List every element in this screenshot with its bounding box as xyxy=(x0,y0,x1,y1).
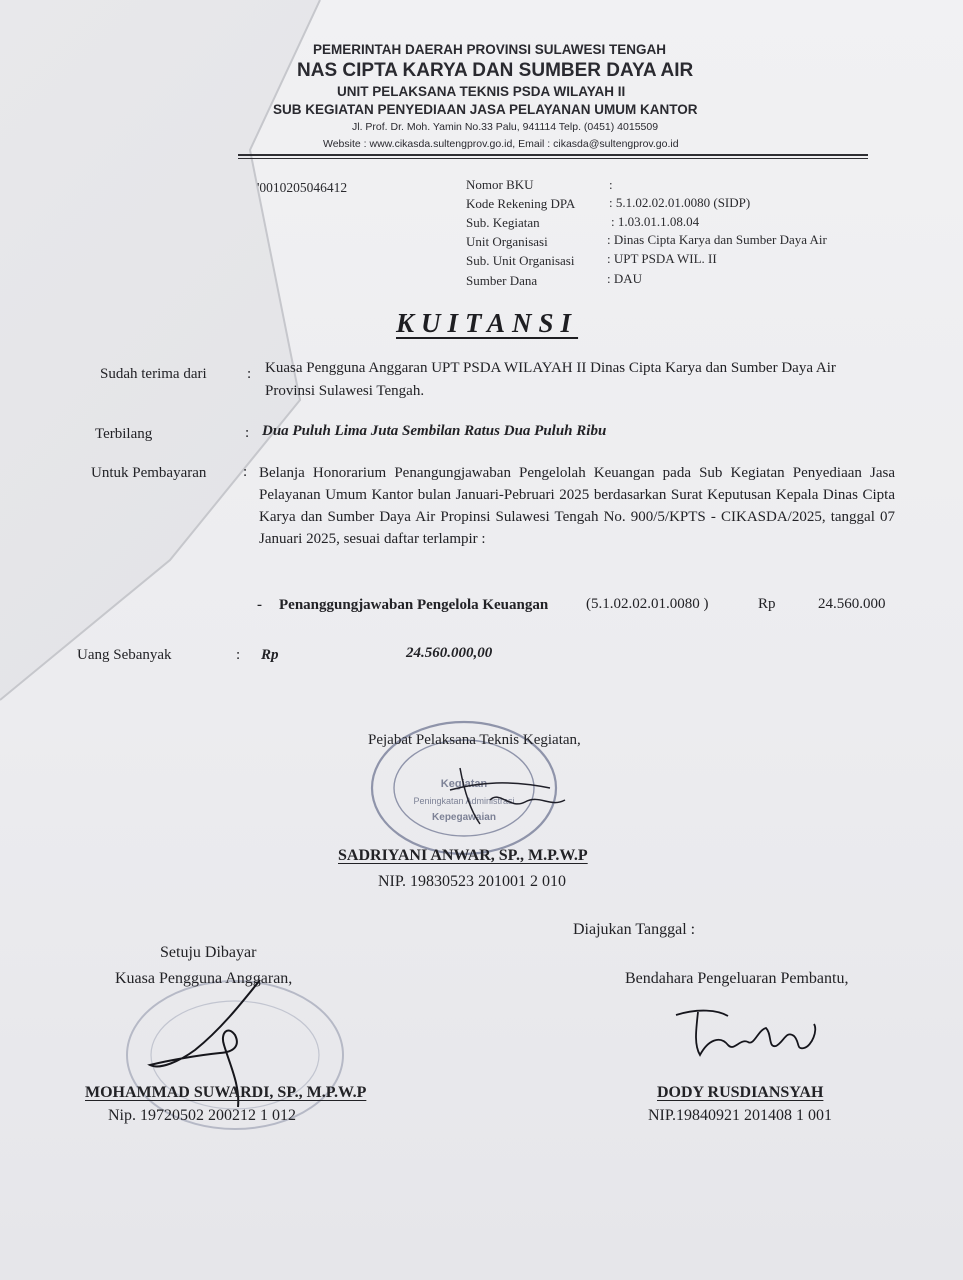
payment-for-label: Untuk Pembayaran xyxy=(91,465,207,481)
header-unit: UNIT PELAKSANA TEKNIS PSDA WILAYAH II xyxy=(337,84,626,99)
received-from-colon: : xyxy=(247,366,252,382)
header-address: Jl. Prof. Dr. Moh. Yamin No.33 Palu, 941114 Telp. (0451) 4015509 xyxy=(352,121,659,133)
amount-words-label: Terbilang xyxy=(95,426,153,442)
stamp-line1: Kegiatan xyxy=(440,778,488,790)
document-number: '0010205046412 xyxy=(257,180,348,195)
header-rule-thin xyxy=(238,158,868,159)
submitted-date-label: Diajukan Tanggal : xyxy=(573,921,696,938)
treasurer-name: DODY RUSDIANSYAH xyxy=(657,1084,824,1101)
header-agency: NAS CIPTA KARYA DAN SUMBER DAYA AIR xyxy=(297,60,694,81)
line-item-name: Penanggungjawaban Pengelola Keuangan xyxy=(279,597,549,613)
meta-value: : Dinas Cipta Karya dan Sumber Daya Air xyxy=(607,232,827,247)
payment-for-colon: : xyxy=(243,464,248,480)
approver-line1: Setuju Dibayar xyxy=(160,944,257,961)
pptk-title: Pejabat Pelaksana Teknis Kegiatan, xyxy=(368,732,581,748)
line-item-code: (5.1.02.02.01.0080 ) xyxy=(586,596,709,612)
stamp-line2: Peningkatan Administrasi xyxy=(413,796,515,806)
amount-words-value: Dua Puluh Lima Juta Sembilan Ratus Dua Puluh Ribu xyxy=(262,423,607,439)
total-colon: : xyxy=(236,647,241,663)
approver-name: MOHAMMAD SUWARDI, SP., M.P.W.P xyxy=(85,1084,367,1101)
meta-value: : xyxy=(609,177,613,192)
meta-label: Sub. Unit Organisasi xyxy=(466,253,575,268)
meta-value: : 1.03.01.1.08.04 xyxy=(611,214,700,229)
payment-for-text: Belanja Honorarium Penangungjawaban Pengelolah Keuangan pada Sub Kegiatan Penyediaan Jasa Pelayanan Umum Kantor bulan Januari-Pebruari 2025 berdasarkan Surat Keputusan Kepala Dinas Cipta Karya dan Sumber Daya Air Propinsi Sulawesi Tengah No. 900/5/KPTS - CIKASDA/2025, tanggal 07 Januari 2025, sesuai daftar terlampir : xyxy=(259,465,895,547)
receipt-title: KUITANSI xyxy=(396,308,579,338)
pptk-nip: NIP. 19830523 201001 2 010 xyxy=(378,873,567,890)
meta-value: : 5.1.02.02.01.0080 (SIDP) xyxy=(609,195,751,210)
line-item-amount: 24.560.000 xyxy=(818,596,886,612)
approver-line2: Kuasa Pengguna Anggaran, xyxy=(115,970,293,987)
total-amount: 24.560.000,00 xyxy=(406,645,493,661)
stamp-line3: Kepegawaian xyxy=(432,812,496,823)
treasurer-title: Bendahara Pengeluaran Pembantu, xyxy=(625,970,849,987)
header-website: Website : www.cikasda.sultengprov.go.id, Email : cikasda@sultengprov.go.id xyxy=(323,138,679,150)
received-from-line2: Provinsi Sulawesi Tengah. xyxy=(265,383,425,399)
received-from-line1: Kuasa Pengguna Anggaran UPT PSDA WILAYAH II Dinas Cipta Karya dan Sumber Daya Air xyxy=(265,360,836,376)
meta-label: Sumber Dana xyxy=(466,273,538,288)
approver-nip: Nip. 19720502 200212 1 012 xyxy=(108,1107,296,1124)
line-item-currency: Rp xyxy=(758,596,776,612)
total-currency: Rp xyxy=(261,647,279,663)
meta-value: : DAU xyxy=(607,271,643,286)
meta-label: Unit Organisasi xyxy=(466,234,548,249)
meta-label: Nomor BKU xyxy=(466,177,534,192)
line-item-dash: - xyxy=(257,597,262,613)
meta-label: Sub. Kegiatan xyxy=(466,215,540,230)
meta-label: Kode Rekening DPA xyxy=(466,196,576,211)
total-label: Uang Sebanyak xyxy=(77,647,172,663)
amount-words-colon: : xyxy=(245,425,250,441)
header-government: PEMERINTAH DAERAH PROVINSI SULAWESI TENGAH xyxy=(313,42,667,57)
header-subactivity: SUB KEGIATAN PENYEDIAAN JASA PELAYANAN UMUM KANTOR xyxy=(273,102,698,117)
header-rule-thick xyxy=(238,154,868,156)
pptk-name: SADRIYANI ANWAR, SP., M.P.W.P xyxy=(338,847,588,864)
received-from-label: Sudah terima dari xyxy=(100,366,207,382)
treasurer-nip: NIP.19840921 201408 1 001 xyxy=(648,1107,833,1124)
meta-value: : UPT PSDA WIL. II xyxy=(607,251,717,266)
